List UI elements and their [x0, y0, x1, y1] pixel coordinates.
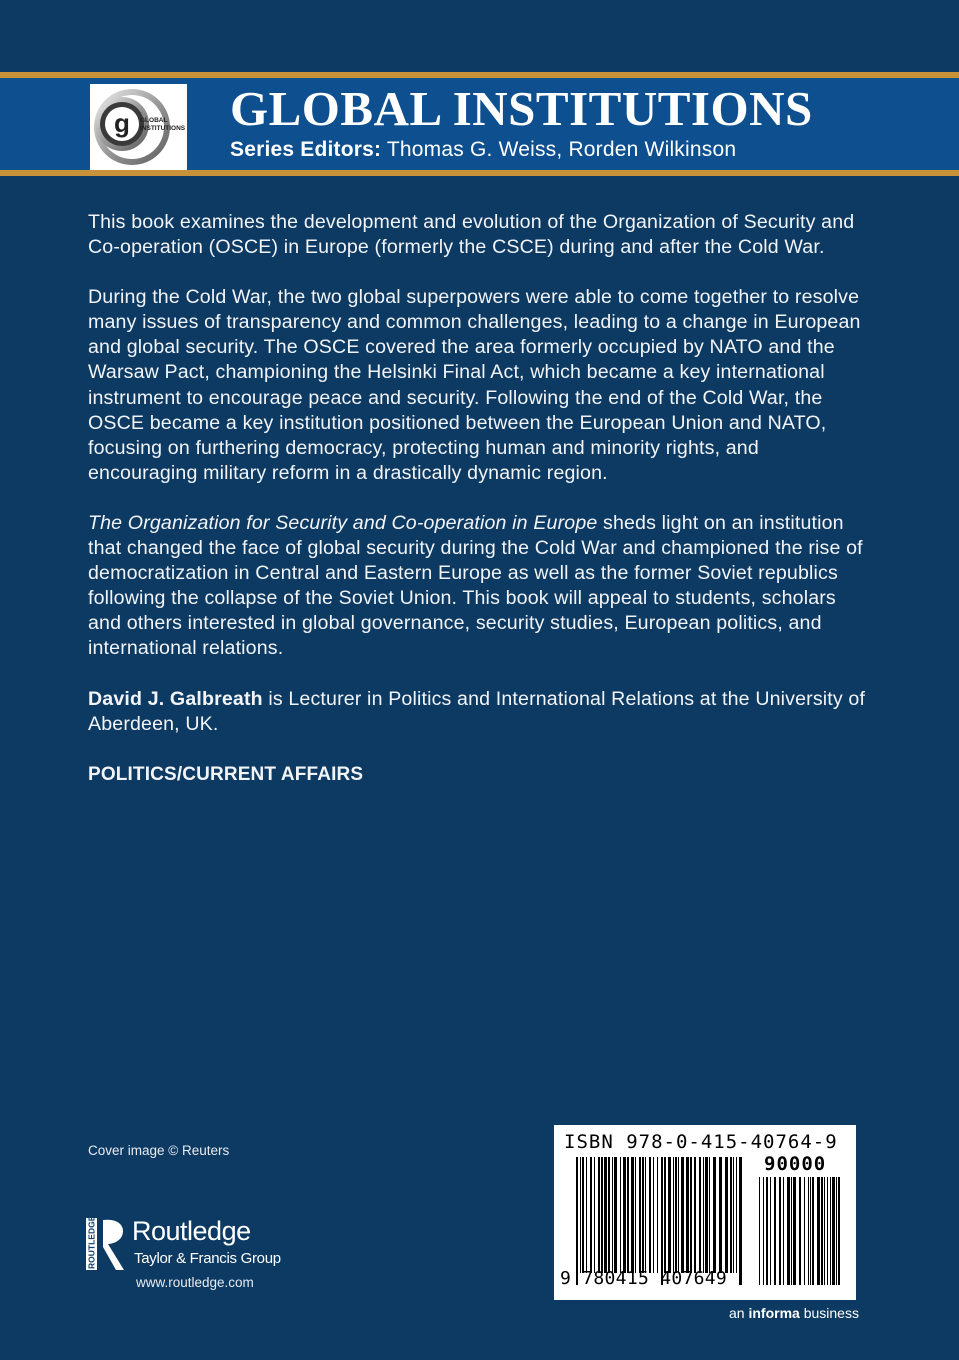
author-bio-text: is Lecturer in Politics and International Relations at the University of Aberdeen, UK.	[88, 687, 866, 735]
informa-suffix: business	[799, 1305, 859, 1321]
barcode-bar	[812, 1177, 814, 1285]
barcode-bar	[657, 1157, 658, 1273]
isbn-number: ISBN 978-0-415-40764-9	[564, 1131, 838, 1153]
series-editors	[230, 138, 736, 162]
barcode-bar	[653, 1157, 654, 1273]
barcode-bar	[576, 1157, 578, 1285]
routledge-side-text: ROUTLEDGE	[86, 1215, 97, 1269]
author-name: David J. Galbreath	[88, 687, 263, 710]
barcode-bar	[664, 1157, 666, 1273]
barcode-bar	[661, 1157, 663, 1285]
barcode-bar	[645, 1157, 646, 1273]
subject-category: POLITICS/CURRENT AFFAIRS	[88, 763, 364, 785]
barcode-bar	[763, 1177, 764, 1285]
barcode-bar	[830, 1177, 831, 1285]
barcode-bar	[838, 1177, 840, 1285]
barcode-bar	[635, 1157, 636, 1273]
barcode-bar	[821, 1177, 823, 1285]
barcode-bar	[627, 1157, 629, 1273]
description-paragraph-3-rest: sheds light on an institution that changed the face of global security during the Cold War and championed the rise of democratization in Central and Eastern Europe as well as the former Soviet republics following the collapse of the Soviet Union. This book will appeal to students, scholars and others interested in global governance, security studies, European politics, and international relations.	[88, 511, 863, 660]
price-code: 90000	[764, 1153, 827, 1175]
barcode-bar	[586, 1157, 587, 1273]
ean-digits: 9 780415 407649	[560, 1268, 728, 1289]
barcode-bar	[675, 1157, 677, 1273]
barcode-bar	[649, 1157, 651, 1273]
barcode-bar	[580, 1157, 581, 1273]
barcode-bar	[639, 1157, 641, 1273]
informa-prefix: an	[729, 1305, 749, 1321]
series-logo	[90, 84, 187, 170]
informa-brand: informa	[748, 1305, 800, 1321]
barcode-bar	[699, 1157, 701, 1273]
barcode-bar	[604, 1157, 607, 1273]
barcode-bar	[673, 1157, 674, 1273]
barcode-bar	[804, 1177, 805, 1285]
informa-tagline	[729, 1305, 859, 1321]
barcode-bar	[774, 1177, 776, 1285]
logo-letter: g	[114, 108, 130, 138]
barcode-bar	[733, 1157, 734, 1273]
barcode-bar	[694, 1157, 696, 1273]
barcode-bar	[817, 1177, 820, 1285]
barcode-bar	[791, 1177, 792, 1285]
barcode-bar	[681, 1157, 684, 1273]
barcode-bar	[594, 1157, 595, 1273]
barcode-bar	[793, 1177, 796, 1285]
routledge-mark-icon	[86, 1214, 130, 1276]
barcode-bar	[614, 1157, 617, 1273]
barcode-bar	[608, 1157, 610, 1273]
logo-text-institutions: INSTITUTIONS	[140, 125, 186, 132]
barcode-bar	[668, 1157, 671, 1273]
barcode-bar	[690, 1157, 692, 1273]
series-title: GLOBAL INSTITUTIONS	[230, 81, 813, 136]
barcode-bar	[783, 1177, 784, 1285]
barcode-bar	[620, 1157, 621, 1273]
barcode-bar	[808, 1177, 809, 1285]
barcode-bar	[686, 1157, 689, 1273]
barcode-bar	[779, 1177, 781, 1285]
barcode-bar	[736, 1157, 737, 1273]
barcode-bar	[827, 1177, 828, 1285]
barcode-bar	[759, 1177, 760, 1285]
barcode-bar	[582, 1157, 584, 1273]
description-paragraph-1: This book examines the development and evolution of the Organization of Security and Co-operation (OSCE) in Europe (formerly the CSCE) during and after the Cold War.	[88, 211, 855, 259]
publisher-logo	[86, 1214, 306, 1294]
barcode-bar	[623, 1157, 626, 1273]
series-editors-label: Series Editors:	[230, 138, 382, 161]
barcode-bar	[709, 1157, 710, 1273]
barcode-bar	[631, 1157, 634, 1273]
author-bio	[88, 687, 868, 737]
publisher-name: Routledge	[132, 1216, 251, 1246]
barcode-bar	[719, 1157, 722, 1273]
series-editors-names: Thomas G. Weiss, Rorden Wilkinson	[386, 138, 737, 161]
series-banner	[0, 72, 959, 176]
barcode-bar	[678, 1157, 679, 1273]
logo-text-global: GLOBAL	[140, 117, 168, 124]
barcode-bar	[725, 1157, 728, 1273]
barcode-bar	[730, 1157, 732, 1273]
book-title-italic: The Organization for Security and Co-operation in Europe	[88, 511, 598, 534]
barcode-bar	[705, 1157, 708, 1273]
barcode-bar	[601, 1157, 603, 1273]
barcode-bar	[739, 1157, 742, 1285]
cover-credit: Cover image © Reuters	[88, 1143, 230, 1158]
publisher-group: Taylor & Francis Group	[134, 1250, 281, 1267]
description-paragraph-2: During the Cold War, the two global superpowers were able to come together to resolve many issues of transparency and common challenges, leading to a change in European and global security. The OSCE covered the area formerly occupied by NATO and the Warsaw Pact, championing the Helsinki Final Act, which became a key international instrument to encourage peace and security. Following the end of the Cold War, the OSCE became a key institution positioned between the European Union and NATO, focusing on furthering democracy, protecting human and minority rights, and encouraging military reform in a drastically dynamic region.	[88, 286, 861, 484]
barcode-bar	[799, 1177, 801, 1285]
barcode-bar	[598, 1157, 600, 1273]
barcode-bar	[642, 1157, 644, 1273]
barcode-bar	[770, 1177, 771, 1285]
description-paragraph-3	[88, 511, 868, 662]
barcode-bar	[836, 1177, 837, 1285]
isbn-barcode	[554, 1125, 856, 1300]
barcode-bar	[787, 1177, 790, 1285]
barcode-bar	[824, 1177, 825, 1285]
barcode-bar	[713, 1157, 716, 1273]
barcode-bar	[612, 1157, 613, 1273]
publisher-url: www.routledge.com	[136, 1275, 254, 1290]
barcode-bar	[810, 1177, 811, 1285]
barcode-bar	[832, 1177, 835, 1285]
barcode-bar	[703, 1157, 704, 1273]
barcode-bar	[590, 1157, 592, 1273]
barcode-bar	[766, 1177, 768, 1285]
book-description	[88, 210, 868, 787]
